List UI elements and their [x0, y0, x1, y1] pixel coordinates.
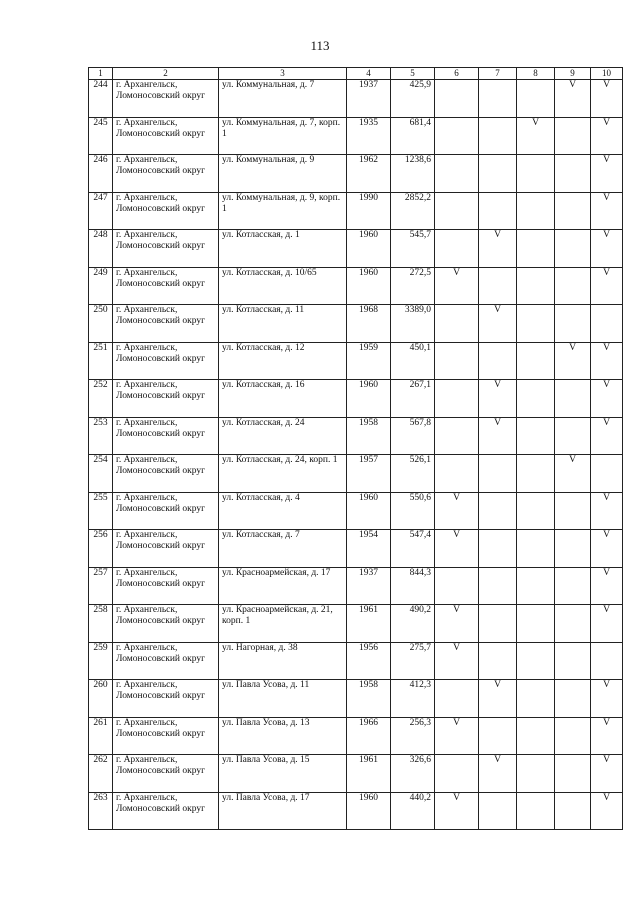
mark-cell-7 — [479, 492, 517, 530]
mark-cell-7 — [479, 717, 517, 755]
mark-cell-7 — [479, 642, 517, 680]
row-number-cell: 248 — [89, 230, 113, 268]
city-cell: г. Архангельск, Ломоносовский округ — [113, 380, 219, 418]
mark-cell-10: V — [591, 792, 623, 830]
city-cell: г. Архангельск, Ломоносовский округ — [113, 342, 219, 380]
area-cell: 681,4 — [391, 117, 435, 155]
mark-cell-10 — [591, 642, 623, 680]
row-number-cell: 256 — [89, 530, 113, 568]
mark-cell-9 — [555, 792, 591, 830]
address-cell: ул. Котласская, д. 4 — [219, 492, 347, 530]
table-row — [89, 192, 623, 230]
area-cell: 567,8 — [391, 417, 435, 455]
table-row — [89, 567, 623, 605]
mark-cell-9 — [555, 642, 591, 680]
mark-cell-7: V — [479, 305, 517, 343]
mark-cell-9 — [555, 155, 591, 193]
mark-cell-6: V — [435, 792, 479, 830]
table-row — [89, 605, 623, 643]
area-cell: 275,7 — [391, 642, 435, 680]
mark-cell-6 — [435, 755, 479, 793]
mark-cell-8 — [517, 342, 555, 380]
mark-cell-8 — [517, 717, 555, 755]
table-row — [89, 342, 623, 380]
mark-cell-6: V — [435, 530, 479, 568]
mark-cell-7: V — [479, 417, 517, 455]
city-cell: г. Архангельск, Ломоносовский округ — [113, 492, 219, 530]
mark-cell-8 — [517, 492, 555, 530]
year-cell: 1956 — [347, 642, 391, 680]
mark-cell-10: V — [591, 342, 623, 380]
mark-cell-10: V — [591, 605, 623, 643]
mark-cell-7 — [479, 117, 517, 155]
year-cell: 1961 — [347, 605, 391, 643]
mark-cell-6 — [435, 417, 479, 455]
mark-cell-9: V — [555, 342, 591, 380]
address-cell: ул. Павла Усова, д. 17 — [219, 792, 347, 830]
area-cell: 450,1 — [391, 342, 435, 380]
mark-cell-8 — [517, 605, 555, 643]
mark-cell-8 — [517, 417, 555, 455]
mark-cell-7 — [479, 605, 517, 643]
mark-cell-6 — [435, 80, 479, 118]
mark-cell-9 — [555, 417, 591, 455]
column-header: 7 — [479, 68, 517, 80]
mark-cell-10 — [591, 305, 623, 343]
row-number-cell: 245 — [89, 117, 113, 155]
city-cell: г. Архангельск, Ломоносовский округ — [113, 417, 219, 455]
table-row — [89, 117, 623, 155]
mark-cell-6 — [435, 305, 479, 343]
mark-cell-7 — [479, 155, 517, 193]
mark-cell-7: V — [479, 755, 517, 793]
row-number-cell: 262 — [89, 755, 113, 793]
area-cell: 267,1 — [391, 380, 435, 418]
area-cell: 412,3 — [391, 680, 435, 718]
row-number-cell: 261 — [89, 717, 113, 755]
mark-cell-10: V — [591, 380, 623, 418]
area-cell: 256,3 — [391, 717, 435, 755]
city-cell: г. Архангельск, Ломоносовский округ — [113, 155, 219, 193]
column-header: 4 — [347, 68, 391, 80]
table-row — [89, 717, 623, 755]
row-number-cell: 249 — [89, 267, 113, 305]
address-cell: ул. Коммунальная, д. 9, корп. 1 — [219, 192, 347, 230]
mark-cell-8: V — [517, 117, 555, 155]
area-cell: 440,2 — [391, 792, 435, 830]
mark-cell-6 — [435, 117, 479, 155]
table-row — [89, 680, 623, 718]
mark-cell-10: V — [591, 417, 623, 455]
address-cell: ул. Красноармейская, д. 21, корп. 1 — [219, 605, 347, 643]
mark-cell-8 — [517, 455, 555, 493]
area-cell: 3389,0 — [391, 305, 435, 343]
mark-cell-9 — [555, 492, 591, 530]
mark-cell-10: V — [591, 155, 623, 193]
address-cell: ул. Котласская, д. 12 — [219, 342, 347, 380]
mark-cell-10: V — [591, 117, 623, 155]
mark-cell-9 — [555, 117, 591, 155]
year-cell: 1960 — [347, 230, 391, 268]
city-cell: г. Архангельск, Ломоносовский округ — [113, 80, 219, 118]
column-header: 5 — [391, 68, 435, 80]
address-cell: ул. Котласская, д. 11 — [219, 305, 347, 343]
mark-cell-10: V — [591, 492, 623, 530]
mark-cell-7: V — [479, 680, 517, 718]
mark-cell-9 — [555, 680, 591, 718]
mark-cell-7 — [479, 530, 517, 568]
column-header: 2 — [113, 68, 219, 80]
mark-cell-7 — [479, 192, 517, 230]
address-cell: ул. Коммунальная, д. 7 — [219, 80, 347, 118]
table-row — [89, 230, 623, 268]
mark-cell-9 — [555, 230, 591, 268]
row-number-cell: 257 — [89, 567, 113, 605]
city-cell: г. Архангельск, Ломоносовский округ — [113, 305, 219, 343]
mark-cell-10: V — [591, 267, 623, 305]
mark-cell-7: V — [479, 230, 517, 268]
year-cell: 1960 — [347, 492, 391, 530]
city-cell: г. Архангельск, Ломоносовский округ — [113, 267, 219, 305]
mark-cell-6 — [435, 680, 479, 718]
year-cell: 1960 — [347, 792, 391, 830]
mark-cell-8 — [517, 755, 555, 793]
mark-cell-8 — [517, 155, 555, 193]
year-cell: 1968 — [347, 305, 391, 343]
mark-cell-6 — [435, 380, 479, 418]
year-cell: 1958 — [347, 417, 391, 455]
mark-cell-8 — [517, 530, 555, 568]
area-cell: 326,6 — [391, 755, 435, 793]
mark-cell-8 — [517, 80, 555, 118]
address-cell: ул. Коммунальная, д. 7, корп. 1 — [219, 117, 347, 155]
address-cell: ул. Котласская, д. 7 — [219, 530, 347, 568]
table-row — [89, 755, 623, 793]
mark-cell-9 — [555, 717, 591, 755]
row-number-cell: 251 — [89, 342, 113, 380]
mark-cell-10: V — [591, 717, 623, 755]
row-number-cell: 259 — [89, 642, 113, 680]
mark-cell-7 — [479, 455, 517, 493]
row-number-cell: 258 — [89, 605, 113, 643]
row-number-cell: 255 — [89, 492, 113, 530]
table-row — [89, 642, 623, 680]
area-cell: 547,4 — [391, 530, 435, 568]
table-row — [89, 155, 623, 193]
column-header: 6 — [435, 68, 479, 80]
mark-cell-8 — [517, 230, 555, 268]
year-cell: 1957 — [347, 455, 391, 493]
mark-cell-9 — [555, 305, 591, 343]
mark-cell-9 — [555, 192, 591, 230]
mark-cell-8 — [517, 680, 555, 718]
mark-cell-9: V — [555, 455, 591, 493]
mark-cell-8 — [517, 305, 555, 343]
city-cell: г. Архангельск, Ломоносовский округ — [113, 117, 219, 155]
mark-cell-8 — [517, 380, 555, 418]
row-number-cell: 263 — [89, 792, 113, 830]
address-cell: ул. Котласская, д. 24 — [219, 417, 347, 455]
city-cell: г. Архангельск, Ломоносовский округ — [113, 642, 219, 680]
address-cell: ул. Павла Усова, д. 11 — [219, 680, 347, 718]
address-cell: ул. Красноармейская, д. 17 — [219, 567, 347, 605]
table-row — [89, 792, 623, 830]
address-cell: ул. Павла Усова, д. 15 — [219, 755, 347, 793]
table-row — [89, 380, 623, 418]
mark-cell-10 — [591, 455, 623, 493]
year-cell: 1960 — [347, 380, 391, 418]
year-cell: 1959 — [347, 342, 391, 380]
mark-cell-6 — [435, 567, 479, 605]
mark-cell-6 — [435, 342, 479, 380]
mark-cell-7 — [479, 267, 517, 305]
row-number-cell: 253 — [89, 417, 113, 455]
mark-cell-10: V — [591, 567, 623, 605]
year-cell: 1954 — [347, 530, 391, 568]
city-cell: г. Архангельск, Ломоносовский округ — [113, 792, 219, 830]
city-cell: г. Архангельск, Ломоносовский округ — [113, 567, 219, 605]
row-number-cell: 247 — [89, 192, 113, 230]
mark-cell-9 — [555, 267, 591, 305]
mark-cell-8 — [517, 792, 555, 830]
row-number-cell: 246 — [89, 155, 113, 193]
year-cell: 1937 — [347, 567, 391, 605]
mark-cell-6: V — [435, 492, 479, 530]
area-cell: 844,3 — [391, 567, 435, 605]
mark-cell-10: V — [591, 230, 623, 268]
mark-cell-8 — [517, 267, 555, 305]
table-row — [89, 305, 623, 343]
column-header: 10 — [591, 68, 623, 80]
table-row — [89, 80, 623, 118]
city-cell: г. Архангельск, Ломоносовский округ — [113, 605, 219, 643]
mark-cell-6 — [435, 230, 479, 268]
mark-cell-9 — [555, 567, 591, 605]
address-cell: ул. Коммунальная, д. 9 — [219, 155, 347, 193]
table-body — [89, 80, 623, 830]
area-cell: 526,1 — [391, 455, 435, 493]
year-cell: 1960 — [347, 267, 391, 305]
housing-registry-table — [88, 67, 623, 830]
mark-cell-8 — [517, 192, 555, 230]
column-header: 8 — [517, 68, 555, 80]
city-cell: г. Архангельск, Ломоносовский округ — [113, 530, 219, 568]
mark-cell-7 — [479, 342, 517, 380]
year-cell: 1935 — [347, 117, 391, 155]
mark-cell-8 — [517, 567, 555, 605]
area-cell: 550,6 — [391, 492, 435, 530]
mark-cell-7 — [479, 792, 517, 830]
city-cell: г. Архангельск, Ломоносовский округ — [113, 230, 219, 268]
mark-cell-6: V — [435, 717, 479, 755]
row-number-cell: 260 — [89, 680, 113, 718]
page-number: 113 — [310, 38, 330, 53]
row-number-cell: 254 — [89, 455, 113, 493]
mark-cell-10: V — [591, 80, 623, 118]
mark-cell-8 — [517, 642, 555, 680]
area-cell: 272,5 — [391, 267, 435, 305]
address-cell: ул. Котласская, д. 10/65 — [219, 267, 347, 305]
mark-cell-10: V — [591, 530, 623, 568]
column-header: 3 — [219, 68, 347, 80]
mark-cell-6 — [435, 192, 479, 230]
table-row — [89, 492, 623, 530]
city-cell: г. Архангельск, Ломоносовский округ — [113, 680, 219, 718]
area-cell: 1238,6 — [391, 155, 435, 193]
mark-cell-10: V — [591, 680, 623, 718]
year-cell: 1937 — [347, 80, 391, 118]
mark-cell-9 — [555, 755, 591, 793]
address-cell: ул. Котласская, д. 16 — [219, 380, 347, 418]
area-cell: 425,9 — [391, 80, 435, 118]
row-number-cell: 250 — [89, 305, 113, 343]
mark-cell-7 — [479, 567, 517, 605]
mark-cell-9 — [555, 380, 591, 418]
mark-cell-9: V — [555, 80, 591, 118]
city-cell: г. Архангельск, Ломоносовский округ — [113, 455, 219, 493]
column-header: 1 — [89, 68, 113, 80]
mark-cell-10: V — [591, 192, 623, 230]
table-row — [89, 455, 623, 493]
mark-cell-6: V — [435, 267, 479, 305]
city-cell: г. Архангельск, Ломоносовский округ — [113, 717, 219, 755]
year-cell: 1990 — [347, 192, 391, 230]
year-cell: 1958 — [347, 680, 391, 718]
row-number-cell: 252 — [89, 380, 113, 418]
header-row — [89, 68, 623, 80]
mark-cell-9 — [555, 530, 591, 568]
mark-cell-9 — [555, 605, 591, 643]
row-number-cell: 244 — [89, 80, 113, 118]
table-row — [89, 530, 623, 568]
year-cell: 1962 — [347, 155, 391, 193]
city-cell: г. Архангельск, Ломоносовский округ — [113, 755, 219, 793]
year-cell: 1961 — [347, 755, 391, 793]
mark-cell-7: V — [479, 380, 517, 418]
address-cell: ул. Павла Усова, д. 13 — [219, 717, 347, 755]
address-cell: ул. Котласская, д. 24, корп. 1 — [219, 455, 347, 493]
area-cell: 545,7 — [391, 230, 435, 268]
table-row — [89, 417, 623, 455]
mark-cell-6 — [435, 155, 479, 193]
column-header: 9 — [555, 68, 591, 80]
mark-cell-6: V — [435, 605, 479, 643]
year-cell: 1966 — [347, 717, 391, 755]
address-cell: ул. Котласская, д. 1 — [219, 230, 347, 268]
mark-cell-7 — [479, 80, 517, 118]
area-cell: 2852,2 — [391, 192, 435, 230]
city-cell: г. Архангельск, Ломоносовский округ — [113, 192, 219, 230]
address-cell: ул. Нагорная, д. 38 — [219, 642, 347, 680]
mark-cell-6: V — [435, 642, 479, 680]
mark-cell-6 — [435, 455, 479, 493]
area-cell: 490,2 — [391, 605, 435, 643]
table-row — [89, 267, 623, 305]
mark-cell-10: V — [591, 755, 623, 793]
